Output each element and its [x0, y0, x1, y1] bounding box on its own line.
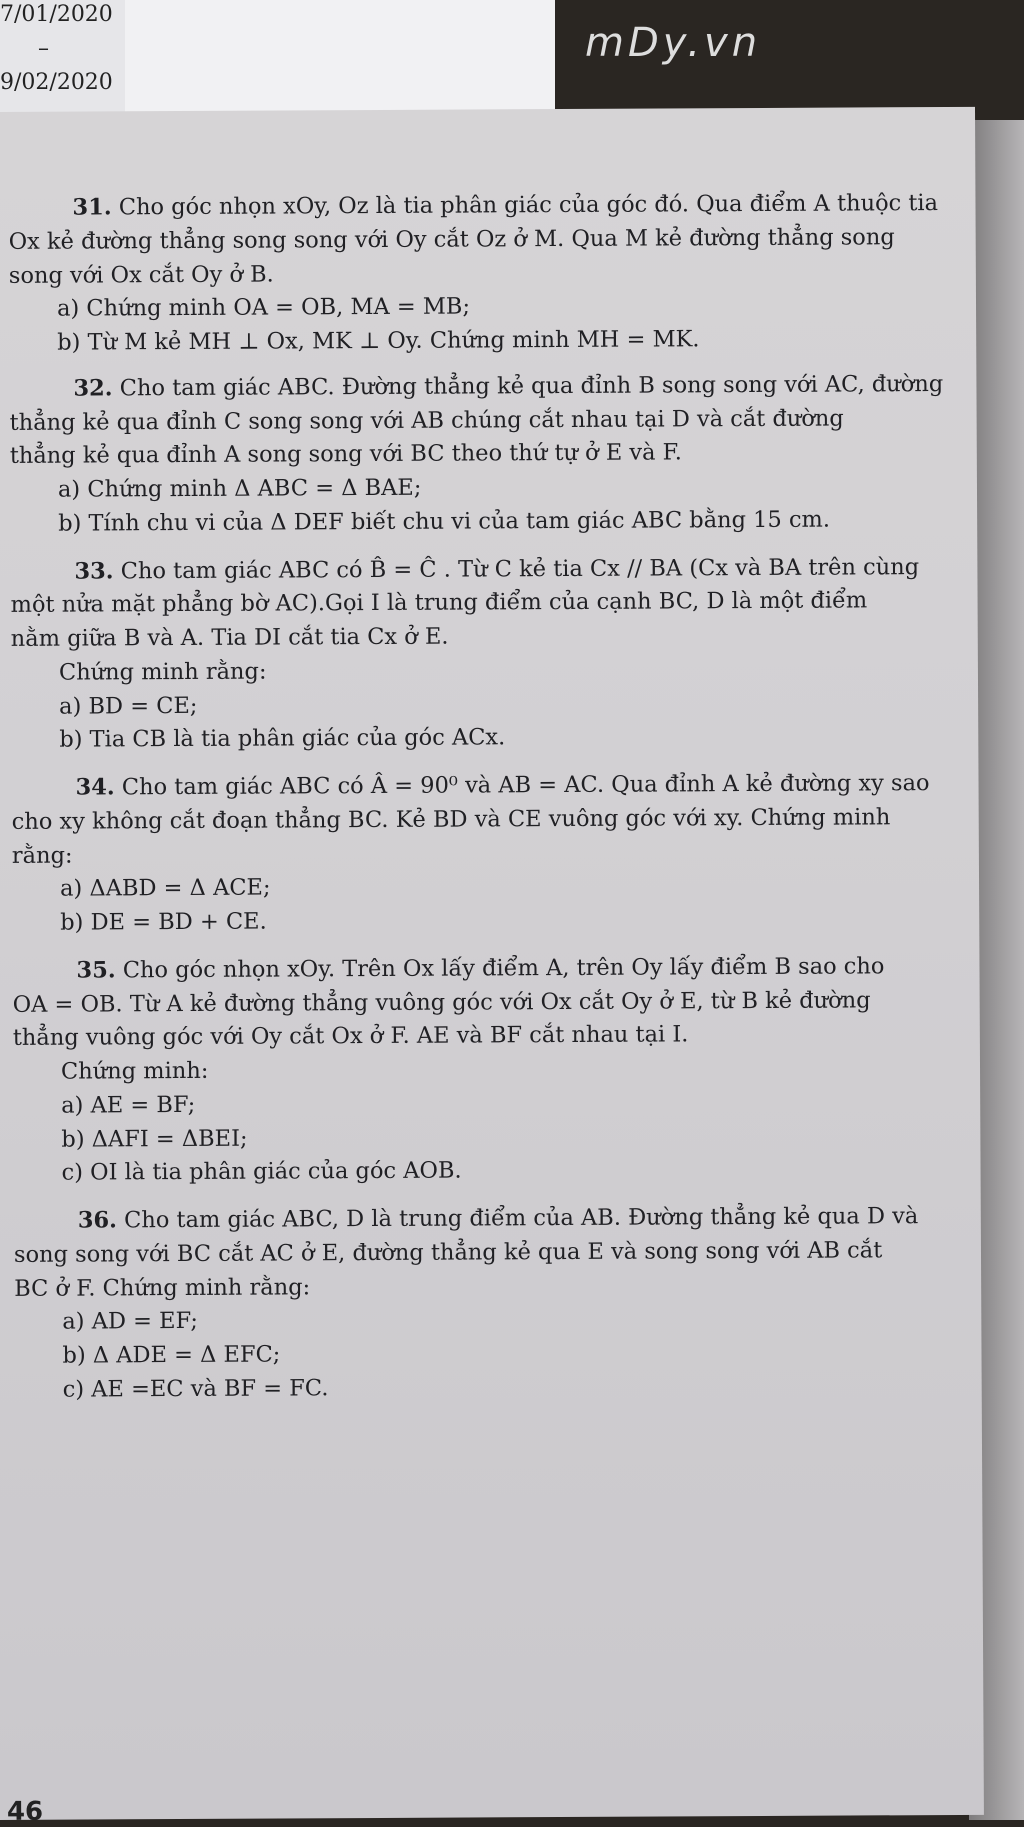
exercise-text-line: song với Ox cắt Oy ở B. [8, 261, 274, 289]
exercise-part: b) DE = BD + CE. [60, 908, 267, 936]
exercise-text-line: một nửa mặt phẳng bờ AC).Gọi I là trung điểm của cạnh BC, D là một điểm [10, 587, 868, 619]
exercise-text-line: cho xy không cắt đoạn thẳng BC. Kẻ BD và CE vuông góc với xy. Chứng minh [11, 804, 891, 835]
date-from: 7/01/2020 [0, 2, 113, 27]
exercise-text-line: rằng: [11, 842, 73, 869]
exercise-part: a) AD = EF; [62, 1308, 199, 1335]
exercise-lead: Chứng minh: [60, 1057, 209, 1085]
exercise-34 [11, 767, 1002, 941]
handwritten-watermark: mDy.vn [585, 20, 762, 66]
exercise-text-line [8, 187, 998, 226]
exercise-number: 31. [72, 194, 112, 221]
exercise-text: Cho góc nhọn xOy, Oz là tia phân giác của góc đó. Qua điểm A thuộc tia [118, 190, 939, 221]
exercise-number: 35. [76, 957, 116, 984]
exercise-35 [12, 949, 1003, 1190]
exercise-33 [10, 550, 1001, 758]
exercise-list [8, 187, 1004, 1408]
exercise-part: c) AE =EC và BF = FC. [62, 1374, 329, 1403]
exercise-number: 36. [77, 1207, 118, 1234]
exercise-text-line: thẳng vuông góc với Oy cắt Ox ở F. AE và BF cắt nhau tại I. [12, 1021, 689, 1052]
exercise-part: b) Δ ADE = Δ EFC; [62, 1341, 281, 1369]
exercise-part: a) Chứng minh Δ ABC = Δ BAE; [57, 474, 422, 503]
exercise-text-line [14, 1200, 1004, 1239]
date-dash: – [38, 36, 49, 61]
exercise-text: Cho tam giác ABC, D là trung điểm của AB. Đường thẳng kẻ qua D và [124, 1203, 919, 1234]
exercise-part: a) Chứng minh OA = OB, MA = MB; [56, 293, 471, 322]
exercise-part: a) AE = BF; [61, 1091, 196, 1119]
exercise-number: 32. [73, 375, 113, 402]
exercise-text: Cho góc nhọn xOy. Trên Ox lấy điểm A, trên Oy lấy điểm B sao cho [122, 953, 885, 984]
exercise-lead: Chứng minh rằng: [58, 658, 267, 686]
exercise-31 [8, 187, 999, 361]
exercise-part: b) Từ M kẻ MH ⊥ Ox, MK ⊥ Oy. Chứng minh MH = MK. [57, 326, 700, 356]
exercise-part: b) Tia CB là tia phân giác của góc ACx. [59, 724, 506, 753]
exercise-text-line: BC ở F. Chứng minh rằng: [14, 1273, 311, 1302]
exercise-text-line [12, 949, 1002, 988]
textbook-page [0, 107, 984, 1827]
exercise-text-line: OA = OB. Từ A kẻ đường thẳng vuông góc với Ox cắt Oy ở E, từ B kẻ đường [12, 986, 871, 1018]
exercise-part: a) ΔABD = Δ ACE; [60, 874, 271, 902]
exercise-text: Cho tam giác ABC có B̂ = Ĉ . Từ C kẻ tia Cx // BA (Cx và BA trên cùng [120, 553, 920, 584]
background-sheet [125, 0, 555, 120]
exercise-part: a) BD = CE; [59, 692, 198, 720]
exercise-text: Cho tam giác ABC. Đường thẳng kẻ qua đỉnh B song song với AC, đường [119, 370, 944, 402]
exercise-part: b) Tính chu vi của Δ DEF biết chu vi của tam giác ABC bằng 15 cm. [58, 506, 831, 537]
exercise-32 [9, 367, 1000, 541]
page-number: 46 [6, 1796, 44, 1827]
exercise-text-line: song song với BC cắt AC ở E, đường thẳng kẻ qua E và song song với AB cắt [13, 1237, 883, 1268]
date-card [0, 0, 126, 112]
exercise-number: 34. [75, 774, 115, 801]
exercise-part: c) OI là tia phân giác của góc AOB. [61, 1157, 462, 1186]
exercise-text-line: thẳng kẻ qua đỉnh C song song với AB chúng cắt nhau tại D và cắt đường [9, 405, 844, 436]
exercise-text-line: nằm giữa B và A. Tia DI cắt tia Cx ở E. [10, 623, 449, 652]
exercise-text: Cho tam giác ABC có Â = 90⁰ và AB = AC. Qua đỉnh A kẻ đường xy sao [121, 770, 930, 801]
exercise-part: b) ΔAFI = ΔBEI; [61, 1125, 248, 1153]
exercise-text-line: thẳng kẻ qua đỉnh A song song với BC theo thứ tự ở E và F. [9, 439, 682, 470]
date-to: 9/02/2020 [0, 70, 113, 95]
exercise-text-line: Ox kẻ đường thẳng song song với Oy cắt Oz ở M. Qua M kẻ đường thẳng song [8, 224, 895, 255]
exercise-text-line [11, 767, 1001, 806]
exercise-36 [14, 1200, 1005, 1408]
exercise-text-line [9, 367, 999, 406]
exercise-number: 33. [74, 557, 114, 585]
exercise-text-line [10, 550, 1000, 589]
